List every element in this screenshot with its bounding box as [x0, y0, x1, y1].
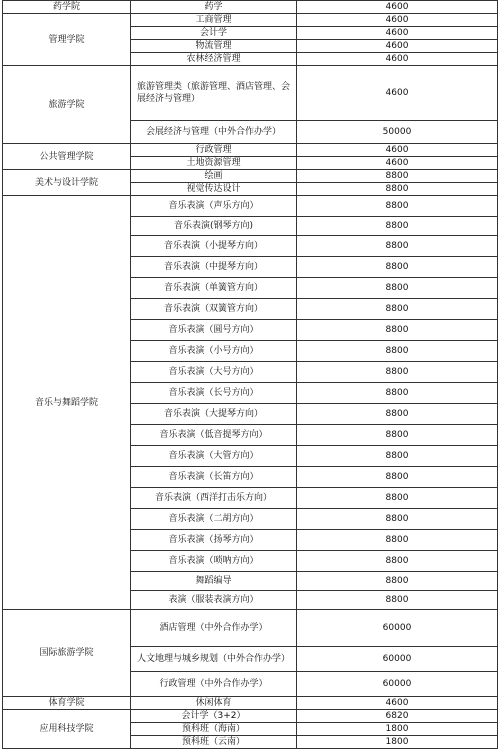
major-cell: 表演（服装表演方向）: [131, 591, 297, 610]
college-cell: 国际旅游学院: [3, 610, 131, 697]
college-cell: 管理学院: [3, 14, 131, 66]
fee-cell: 8800: [297, 572, 498, 591]
fee-cell: 50000: [297, 121, 498, 144]
table-row: [3, 1, 498, 14]
fee-cell: 60000: [297, 672, 498, 697]
fee-cell: 8800: [297, 591, 498, 610]
table-row: [3, 697, 498, 710]
college-cell: 美术与设计学院: [3, 170, 131, 196]
major-cell: 音乐表演（低音提琴方向）: [131, 425, 297, 446]
major-cell: 音乐表演（中提琴方向）: [131, 257, 297, 278]
major-cell: 旅游管理类（旅游管理、酒店管理、会展经济与管理）: [131, 66, 297, 121]
major-cell: 预科班（海南）: [131, 723, 297, 736]
major-cell: 音乐表演（大号方向）: [131, 362, 297, 383]
table-row: [3, 196, 498, 217]
major-cell: 音乐表演（双簧管方向）: [131, 299, 297, 320]
major-cell: 绘画: [131, 170, 297, 183]
major-cell: 物流管理: [131, 40, 297, 53]
major-cell: 音乐表演(钢琴方向): [131, 217, 297, 236]
major-cell: 土地资源管理: [131, 157, 297, 170]
fee-cell: 4600: [297, 27, 498, 40]
fee-cell: 8800: [297, 183, 498, 196]
fee-cell: 8800: [297, 530, 498, 551]
table-row: [3, 66, 498, 121]
major-cell: 药学: [131, 1, 297, 14]
major-cell: 音乐表演（唢呐方向）: [131, 551, 297, 572]
fee-cell: 4600: [297, 697, 498, 710]
major-cell: 音乐表演（声乐方向）: [131, 196, 297, 217]
fee-cell: 8800: [297, 196, 498, 217]
fee-cell: 4600: [297, 14, 498, 27]
fee-cell: 4600: [297, 66, 498, 121]
fee-cell: 8800: [297, 488, 498, 509]
major-cell: 音乐表演（长号方向）: [131, 383, 297, 404]
fee-cell: 8800: [297, 341, 498, 362]
fee-cell: 8800: [297, 236, 498, 257]
major-cell: 视觉传达设计: [131, 183, 297, 196]
major-cell: 音乐表演（圆号方向）: [131, 320, 297, 341]
college-cell: 公共管理学院: [3, 144, 131, 170]
college-cell: 体育学院: [3, 697, 131, 710]
fee-cell: 60000: [297, 610, 498, 647]
major-cell: 人文地理与城乡规划（中外合作办学）: [131, 647, 297, 672]
table-row: [3, 14, 498, 27]
college-cell: 旅游学院: [3, 66, 131, 144]
fee-cell: 8800: [297, 446, 498, 467]
fee-cell: 4600: [297, 53, 498, 66]
college-cell: 药学院: [3, 1, 131, 14]
fee-cell: 8800: [297, 278, 498, 299]
fee-cell: 8800: [297, 551, 498, 572]
fee-cell: 6820: [297, 710, 498, 723]
fee-cell: 8800: [297, 383, 498, 404]
college-cell: 音乐与舞蹈学院: [3, 196, 131, 610]
major-cell: 预科班（云南）: [131, 736, 297, 749]
fee-cell: 8800: [297, 362, 498, 383]
table-row: [3, 610, 498, 647]
table-row: [3, 144, 498, 157]
fee-cell: 1800: [297, 736, 498, 749]
fee-cell: 8800: [297, 467, 498, 488]
major-cell: 音乐表演（大管方向）: [131, 446, 297, 467]
major-cell: 会计学（3+2）: [131, 710, 297, 723]
fee-cell: 8800: [297, 170, 498, 183]
fee-cell: 8800: [297, 509, 498, 530]
fee-cell: 8800: [297, 257, 498, 278]
major-cell: 音乐表演（小提琴方向）: [131, 236, 297, 257]
table-row: [3, 170, 498, 183]
fee-cell: 8800: [297, 299, 498, 320]
major-cell: 酒店管理（中外合作办学）: [131, 610, 297, 647]
fee-cell: 60000: [297, 647, 498, 672]
major-cell: 休闲体育: [131, 697, 297, 710]
major-cell: 会展经济与管理（中外合作办学）: [131, 121, 297, 144]
fee-cell: 4600: [297, 144, 498, 157]
fee-cell: 4600: [297, 157, 498, 170]
fee-cell: 4600: [297, 40, 498, 53]
major-cell: 农林经济管理: [131, 53, 297, 66]
major-cell: 音乐表演（二胡方向）: [131, 509, 297, 530]
tuition-fee-table: [2, 0, 498, 749]
table-row: [3, 710, 498, 723]
fee-cell: 8800: [297, 217, 498, 236]
major-cell: 音乐表演（大提琴方向）: [131, 404, 297, 425]
major-cell: 会计学: [131, 27, 297, 40]
major-cell: 工商管理: [131, 14, 297, 27]
major-cell: 音乐表演（西洋打击乐方向）: [131, 488, 297, 509]
major-cell: 音乐表演（扬琴方向）: [131, 530, 297, 551]
fee-cell: 1800: [297, 723, 498, 736]
fee-cell: 4600: [297, 1, 498, 14]
major-cell: 音乐表演（小号方向）: [131, 341, 297, 362]
fee-cell: 8800: [297, 404, 498, 425]
major-cell: 舞蹈编导: [131, 572, 297, 591]
major-cell: 音乐表演（单簧管方向）: [131, 278, 297, 299]
major-cell: 行政管理: [131, 144, 297, 157]
fee-cell: 8800: [297, 425, 498, 446]
fee-cell: 8800: [297, 320, 498, 341]
major-cell: 音乐表演（长笛方向）: [131, 467, 297, 488]
college-cell: 应用科技学院: [3, 710, 131, 749]
major-cell: 行政管理（中外合作办学）: [131, 672, 297, 697]
